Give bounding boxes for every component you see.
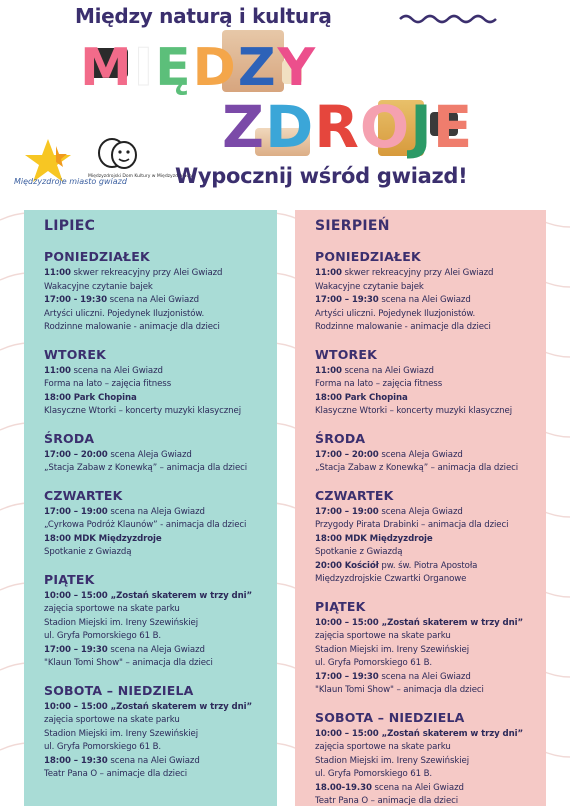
- logo-letter: D: [192, 38, 238, 98]
- schedule-text: scena Aleja Gwiazd: [378, 506, 463, 517]
- schedule-line: [315, 768, 546, 782]
- schedule-text: scena na Alei Gwiazd: [70, 365, 163, 376]
- schedule-line: [315, 449, 546, 463]
- day-name: CZWARTEK: [44, 487, 123, 503]
- schedule-text: pw. św. Piotra Apostoła: [378, 560, 478, 571]
- schedule-line: [44, 546, 277, 560]
- schedule-line: [315, 533, 546, 547]
- schedule-text: Wakacyjne czytanie bajek: [315, 281, 424, 292]
- schedule-line: [44, 321, 277, 335]
- schedule-line: [44, 590, 277, 604]
- schedule-line: [315, 321, 546, 335]
- schedule-text: zajęcia sportowe na skate parku: [44, 715, 180, 725]
- day-block: [315, 599, 546, 698]
- schedule-text: Artyści uliczni. Pojedynek Iluzjonistów.: [315, 308, 476, 319]
- schedule-text: zajęcia sportowe na skate parku: [315, 742, 451, 752]
- schedule-line: [44, 392, 277, 406]
- schedule-line: [44, 378, 277, 392]
- schedule-text: scena na Alei Gwiazd: [371, 782, 464, 793]
- schedule-text: Stadion Miejski im. Ireny Szewińskiej: [44, 617, 199, 628]
- schedule-line: [315, 519, 546, 533]
- schedule-time: 17:00 – 19:00: [44, 506, 108, 517]
- day-name: ŚRODA: [44, 430, 95, 446]
- day-name: CZWARTEK: [315, 487, 394, 503]
- schedule-line: [315, 728, 546, 742]
- logo-letter: O: [359, 93, 411, 161]
- schedule-text: Stadion Miejski im. Ireny Szewińskiej: [315, 644, 470, 655]
- day-name: WTOREK: [44, 346, 106, 362]
- day-name: ŚRODA: [315, 430, 366, 446]
- schedule-time: 10:00 – 15:00 „Zostań skaterem w trzy dni”: [315, 728, 524, 739]
- schedule-line: [44, 267, 277, 281]
- schedule-text: Spotkanie z Gwiazdą: [315, 547, 403, 557]
- schedule-time: 17:00 – 19:00: [315, 506, 379, 517]
- schedule-line: [315, 755, 546, 769]
- schedule-time: 18:00 – 19:30: [44, 755, 108, 766]
- schedule-text: ul. Gryfa Pomorskiego 61 B.: [44, 742, 162, 752]
- schedule-text: skwer rekreacyjny przy Alei Gwiazd: [70, 268, 223, 278]
- schedule-line: [44, 533, 277, 547]
- squiggle-decoration: [398, 12, 503, 26]
- day-name: PIĄTEK: [44, 571, 95, 587]
- schedule-text: "Klaun Tomi Show" – animacja dla dzieci: [44, 658, 213, 668]
- day-block: [44, 347, 277, 419]
- schedule-time: 18:00 Park Chopina: [315, 392, 408, 403]
- schedule-time: 10:00 – 15:00 „Zostań skaterem w trzy dni”: [44, 590, 253, 601]
- schedule-line: [44, 405, 277, 419]
- schedule-text: Forma na lato – zajęcia fitness: [315, 379, 443, 389]
- month-title: SIERPIEŃ: [315, 218, 390, 234]
- logo-letter: Z: [222, 93, 266, 161]
- month-title: LIPIEC: [44, 218, 96, 234]
- schedule-text: Klasyczne Wtorki – koncerty muzyki klasycznej: [315, 406, 513, 416]
- logo-letter: M: [80, 38, 134, 98]
- schedule-time: 18:00 MDK Międzyzdroje: [44, 533, 162, 544]
- schedule-line: [44, 657, 277, 671]
- schedule-text: zajęcia sportowe na skate parku: [315, 631, 451, 641]
- schedule-line: [315, 506, 546, 520]
- day-name: PONIEDZIAŁEK: [44, 249, 150, 264]
- theatre-masks-icon: [90, 136, 146, 172]
- schedule-line: [44, 714, 277, 728]
- schedule-time: 20:00 Kościół: [315, 560, 379, 571]
- schedule-line: [315, 267, 546, 281]
- schedule-text: Spotkanie z Gwiazdą: [44, 547, 132, 557]
- schedule-text: "Klaun Tomi Show" – animacja dla dzieci: [315, 685, 484, 695]
- schedule-text: Stadion Miejski im. Ireny Szewińskiej: [44, 728, 199, 739]
- schedule-text: Międzyzdrojskie Czwartki Organowe: [315, 574, 467, 584]
- schedule-text: Rodzinne malowanie - animacje dla dzieci: [44, 322, 220, 332]
- schedule-text: scena na Aleja Gwiazd: [107, 506, 205, 517]
- logo-miedzy: [80, 38, 318, 98]
- schedule-time: 18:00 MDK Międzyzdroje: [315, 533, 433, 544]
- logo-letter: R: [314, 93, 360, 161]
- schedule-time: 17:00 – 20:00: [315, 449, 379, 460]
- lipiec-days: [44, 249, 277, 782]
- schedule-time: 17:00 – 20:00: [44, 449, 108, 460]
- schedule-line: [44, 462, 277, 476]
- schedule-time: 11:00: [315, 268, 342, 278]
- schedule-time: 10:00 – 15:00 „Zostań skaterem w trzy dni”: [44, 701, 253, 712]
- day-block: [44, 488, 277, 560]
- schedule-line: [315, 560, 546, 574]
- schedule-text: scena na Alei Gwiazd: [341, 365, 434, 376]
- schedule-line: [44, 281, 277, 295]
- day-name: PONIEDZIAŁEK: [315, 249, 421, 264]
- schedule-text: skwer rekreacyjny przy Alei Gwiazd: [341, 268, 494, 278]
- schedule-time: 18:00 Park Chopina: [44, 392, 137, 403]
- day-block: [44, 572, 277, 671]
- schedule-line: [44, 644, 277, 658]
- schedule-line: [315, 671, 546, 685]
- column-sierpien: [295, 210, 546, 806]
- schedule-line: [44, 449, 277, 463]
- partner1-caption: Międzyzdroje miasto gwiazd: [14, 177, 127, 186]
- day-block: [315, 431, 546, 476]
- schedule-text: Stadion Miejski im. Ireny Szewińskiej: [315, 755, 470, 766]
- sierpien-days: [315, 249, 546, 806]
- schedule-line: [44, 365, 277, 379]
- schedule-line: [44, 701, 277, 715]
- schedule-line: [315, 617, 546, 631]
- schedule-line: [44, 630, 277, 644]
- schedule-line: [315, 405, 546, 419]
- schedule-line: [315, 795, 546, 806]
- schedule-time: 11:00: [44, 268, 71, 278]
- logo-letter: Z: [237, 38, 278, 98]
- schedule-line: [44, 308, 277, 322]
- schedule-text: scena Aleja Gwiazd: [378, 449, 463, 460]
- schedule-text: „Stacja Zabaw z Konewką” – animacja dla dzieci: [44, 463, 248, 473]
- day-block: [44, 683, 277, 782]
- logo-letter: D: [265, 93, 315, 161]
- logo-letter: J: [410, 93, 433, 161]
- schedule-text: „Stacja Zabaw z Konewką” – animacja dla dzieci: [315, 463, 519, 473]
- schedule-text: Teatr Pana O – animacje dla dzieci: [44, 769, 188, 779]
- day-block: [315, 347, 546, 419]
- schedule-line: [315, 462, 546, 476]
- schedule-line: [44, 728, 277, 742]
- schedule-time: 10:00 – 15:00 „Zostań skaterem w trzy dni”: [315, 617, 524, 628]
- schedule-time: 17:00 – 19:30: [315, 671, 379, 682]
- tagline: Między naturą i kulturą: [75, 4, 332, 28]
- partner2-caption: Międzyzdrojski Dom Kultury w Międzyzdrojach: [88, 174, 192, 179]
- schedule-line: [315, 365, 546, 379]
- schedule-text: ul. Gryfa Pomorskiego 61 B.: [44, 631, 162, 641]
- schedule-text: Wakacyjne czytanie bajek: [44, 281, 153, 292]
- column-lipiec: [24, 210, 277, 806]
- schedule-text: Klasyczne Wtorki – koncerty muzyki klasycznej: [44, 406, 242, 416]
- schedule-line: [315, 782, 546, 796]
- schedule-time: 11:00: [315, 365, 342, 376]
- schedule-line: [315, 281, 546, 295]
- schedule-time: 18.00-19.30: [315, 782, 372, 793]
- schedule-line: [44, 617, 277, 631]
- day-block: [315, 710, 546, 806]
- schedule-text: scena na Aleja Gwiazd: [107, 644, 205, 655]
- day-block: [44, 249, 277, 335]
- day-block: [315, 488, 546, 587]
- slogan: Wypocznij wśród gwiazd!: [175, 164, 468, 188]
- schedule-line: [315, 308, 546, 322]
- schedule-time: 17:00 – 19:30: [315, 295, 379, 305]
- schedule-line: [44, 755, 277, 769]
- schedule-line: [315, 657, 546, 671]
- schedule-line: [44, 294, 277, 308]
- day-name: SOBOTA – NIEDZIELA: [44, 682, 194, 698]
- schedule-line: [315, 546, 546, 560]
- schedule-text: ul. Gryfa Pomorskiego 61 B.: [315, 658, 433, 668]
- schedule-text: Rodzinne malowanie - animacje dla dzieci: [315, 322, 491, 332]
- schedule-line: [315, 644, 546, 658]
- day-block: [44, 431, 277, 476]
- schedule-time: 17:00 - 19:30: [44, 295, 107, 305]
- day-name: WTOREK: [315, 346, 377, 362]
- logo-letter: Y: [277, 38, 318, 98]
- schedule-text: scena na Alei Gwiazd: [106, 295, 199, 305]
- schedule-line: [44, 519, 277, 533]
- day-name: SOBOTA – NIEDZIELA: [315, 709, 465, 725]
- schedule-text: „Cyrkowa Podróż Klaunów” - animacja dla dzieci: [44, 520, 247, 530]
- schedule-text: scena Aleja Gwiazd: [107, 449, 192, 460]
- schedule-line: [315, 378, 546, 392]
- schedule-line: [44, 603, 277, 617]
- logo-zdroje: [222, 93, 474, 161]
- logo-letter: Ę: [155, 38, 193, 98]
- schedule-text: ul. Gryfa Pomorskiego 61 B.: [315, 769, 433, 779]
- schedule-line: [315, 573, 546, 587]
- logo-letter: E: [432, 93, 474, 161]
- schedule-line: [315, 294, 546, 308]
- schedule-line: [315, 630, 546, 644]
- schedule-line: [44, 768, 277, 782]
- day-name: PIĄTEK: [315, 598, 366, 614]
- schedule-line: [315, 741, 546, 755]
- schedule-line: [44, 741, 277, 755]
- schedule-text: Artyści uliczni. Pojedynek Iluzjonistów.: [44, 308, 205, 319]
- schedule-text: scena na Alei Gwiazd: [378, 295, 471, 305]
- schedule-text: Przygody Pirata Drabinki – animacja dla dzieci: [315, 520, 509, 530]
- schedule-text: scena na Alei Gwiazd: [107, 755, 200, 766]
- schedule-line: [44, 506, 277, 520]
- schedule-text: scena na Alei Gwiazd: [378, 671, 471, 682]
- schedule-text: Forma na lato – zajęcia fitness: [44, 379, 172, 389]
- schedule-time: 11:00: [44, 365, 71, 376]
- logo-letter: I: [133, 38, 156, 98]
- day-block: [315, 249, 546, 335]
- schedule-time: 17:00 – 19:30: [44, 644, 108, 655]
- schedule-line: [315, 392, 546, 406]
- schedule-line: [315, 684, 546, 698]
- schedule-text: zajęcia sportowe na skate parku: [44, 604, 180, 614]
- schedule-text: Teatr Pana O – animacje dla dzieci: [315, 796, 459, 806]
